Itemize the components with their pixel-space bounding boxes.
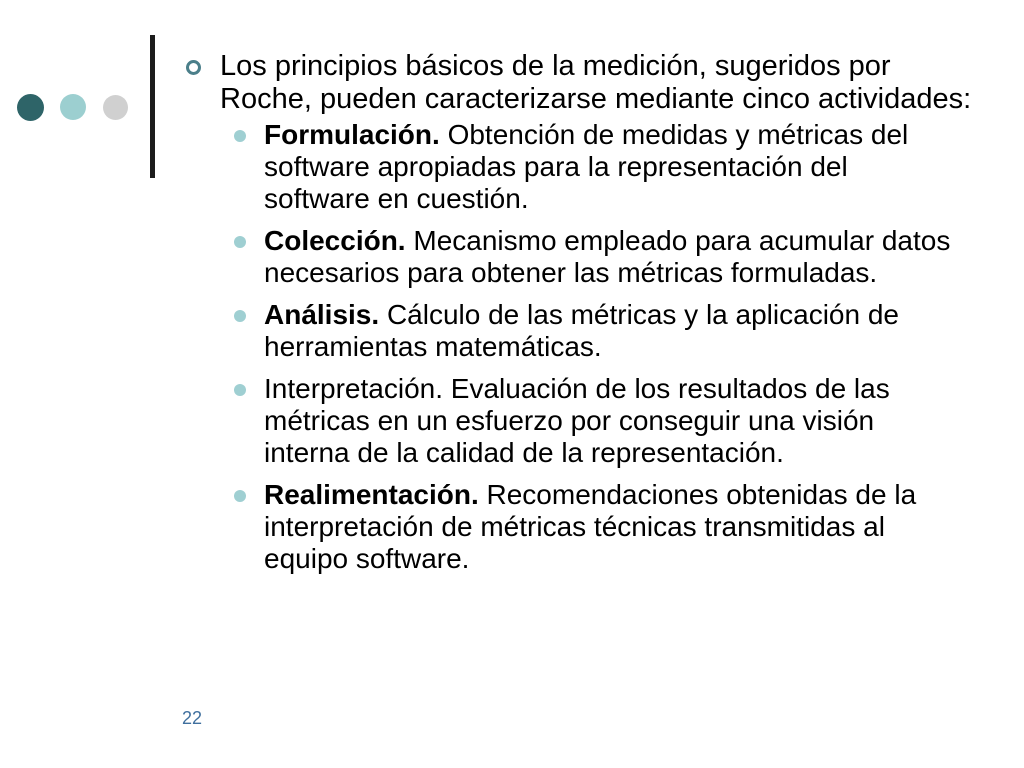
item-text: Mecanismo empleado para acumular datos necesarios para obtener las métricas formuladas.	[264, 225, 951, 288]
list-item	[264, 119, 982, 215]
list-item	[264, 225, 982, 289]
item-term: Análisis.	[264, 299, 380, 330]
main-bullet-item	[182, 50, 982, 575]
dot-bullet-icon	[234, 490, 246, 502]
ring-bullet-icon	[186, 60, 201, 75]
decorative-dot-gray	[103, 95, 128, 120]
dot-bullet-icon	[234, 384, 246, 396]
list-item	[264, 299, 982, 363]
item-text: Interpretación. Evaluación de los resultados de las métricas en un esfuerzo por conseguir una visión interna de la calidad de la representación.	[264, 373, 890, 468]
dot-bullet-icon	[234, 130, 246, 142]
item-term: Colección.	[264, 225, 406, 256]
decorative-dot-light-teal	[60, 94, 86, 120]
item-term: Formulación.	[264, 119, 440, 150]
list-item	[264, 373, 982, 469]
item-term: Realimentación.	[264, 479, 479, 510]
item-text: Recomendaciones obtenidas de la interpretación de métricas técnicas transmitidas al equipo software.	[264, 479, 917, 574]
list-item	[264, 479, 982, 575]
dot-bullet-icon	[234, 310, 246, 322]
page-number: 22	[182, 708, 203, 728]
slide-content	[182, 50, 982, 585]
intro-text: Los principios básicos de la medición, sugeridos por Roche, pueden caracterizarse mediante cinco actividades:	[220, 50, 972, 115]
item-text: Obtención de medidas y métricas del software apropiadas para la representación del software en cuestión.	[264, 119, 909, 214]
item-text: Cálculo de las métricas y la aplicación de herramientas matemáticas.	[264, 299, 899, 362]
sub-bullet-list	[220, 119, 982, 575]
decorative-dot-dark	[17, 94, 44, 121]
vertical-divider	[150, 35, 155, 178]
dot-bullet-icon	[234, 236, 246, 248]
